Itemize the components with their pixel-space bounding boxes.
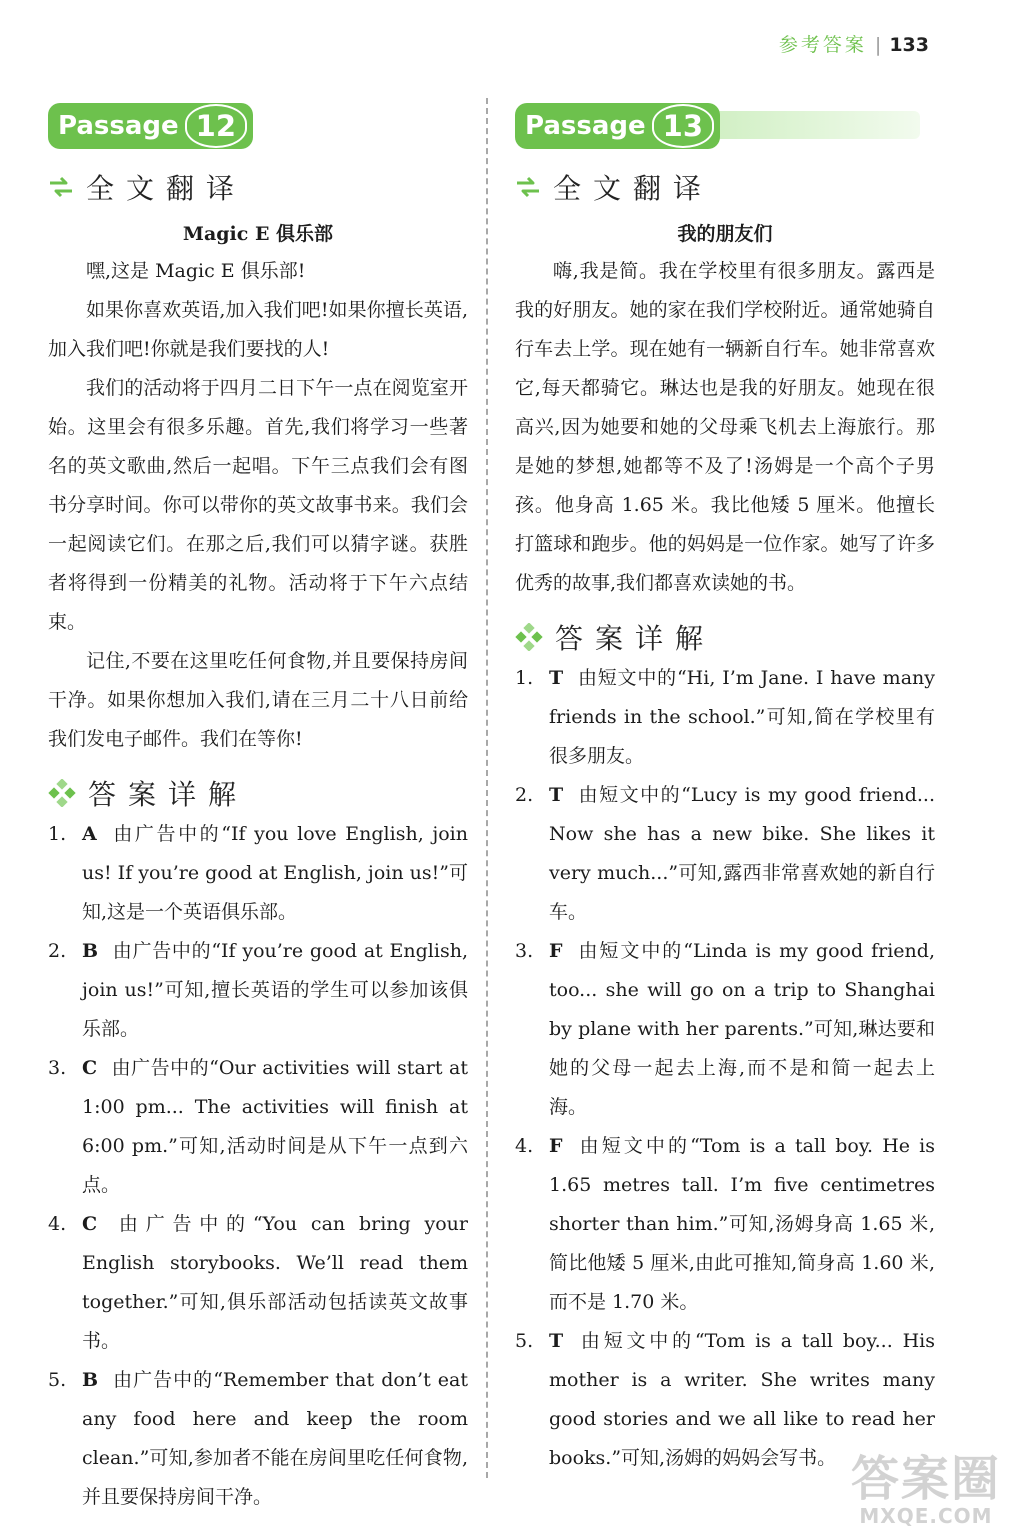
answer-explanation: 由广告中的“If you love English, join us! If you’re good at English, join us!”可知,这是一个英语俱乐部。 <box>82 823 468 923</box>
answer-key: C <box>82 1213 98 1235</box>
paragraph: 嗨,我是简。我在学校里有很多朋友。露西是我的好朋友。她的家在我们学校附近。通常她骑自行车去上学。现在她有一辆新自行车。她非常喜欢它,每天都骑它。琳达也是我的好朋友。她现在很高兴,因为她要和她的父母乘飞机去上海旅行。那是她的梦想,她都等不及了!汤姆是一个高个子男孩。他身高 1.65 米。我比他矮 5 厘米。他擅长打篮球和跑步。他的妈妈是一位作家。她写了许多优秀的故事,我们都喜欢读她的书。 <box>515 260 935 594</box>
answer-number: 3. <box>48 1057 67 1079</box>
translation-heading-text: 全文翻译 <box>553 172 714 205</box>
watermark <box>850 1451 1001 1528</box>
translation-heading <box>515 167 935 207</box>
answer-number: 4. <box>48 1213 67 1235</box>
passage-13-badge <box>515 103 720 149</box>
answer-item <box>515 1127 935 1322</box>
answer-number: 4. <box>515 1135 534 1157</box>
answer-explanation: 由短文中的“Tom is a tall boy. He is 1.65 metres tall. I’m five centimetres shorter than him.”可知,汤姆身高 1.65 米,简比他矮 5 厘米,由此可推知,简身高 1.60 米,而不是 1.70 米。 <box>549 1135 935 1313</box>
passage-12-column <box>48 103 468 1517</box>
answer-explanation: 由广告中的“Remember that don’t eat any food here and keep the room clean.”可知,参加者不能在房间里吃任何食物,并且要保持房间干净。 <box>82 1369 468 1508</box>
page-number: 133 <box>889 34 929 56</box>
answers-heading-text: 答案详解 <box>88 778 249 811</box>
answer-key: T <box>549 1330 564 1352</box>
badge-number: 12 <box>185 104 247 148</box>
answer-explanation: 由短文中的“Hi, I’m Jane. I have many friends in the school.”可知,简在学校里有很多朋友。 <box>549 667 935 767</box>
answer-explanation: 由广告中的“If you’re good at English, join us!”可知,擅长英语的学生可以参加该俱乐部。 <box>82 940 468 1040</box>
answer-item <box>48 815 468 932</box>
badge-label: Passage <box>525 111 646 141</box>
passage-13-column <box>515 103 935 1478</box>
answer-key: F <box>549 940 563 962</box>
section-label: 参考答案 <box>778 34 867 56</box>
swap-arrows-icon <box>48 174 74 200</box>
badge-label: Passage <box>58 111 179 141</box>
column-divider <box>486 98 488 1478</box>
answer-key: A <box>82 823 97 845</box>
answer-key: T <box>549 784 564 806</box>
paragraph: 如果你喜欢英语,加入我们吧!如果你擅长英语,加入我们吧!你就是我们要找的人! <box>48 299 468 360</box>
answer-explanation: 由短文中的“Tom is a tall boy... His mother is a writer. She writes many good stories and we all like to read her books.”可知,汤姆的妈妈会写书。 <box>549 1330 935 1469</box>
answers-heading <box>48 773 468 813</box>
answer-item <box>48 932 468 1049</box>
translation-heading-text: 全文翻译 <box>86 172 247 205</box>
answer-explanation: 由广告中的“You can bring your English storybooks. We’ll read them together.”可知,俱乐部活动包括读英文故事书。 <box>82 1213 468 1352</box>
answer-number: 2. <box>515 784 534 806</box>
answer-number: 5. <box>48 1369 67 1391</box>
answer-number: 1. <box>48 823 67 845</box>
passage-12-badge-row <box>48 103 468 153</box>
answer-number: 3. <box>515 940 534 962</box>
paragraph: 嘿,这是 Magic E 俱乐部! <box>86 260 306 282</box>
answer-item <box>48 1049 468 1205</box>
answer-item <box>515 932 935 1127</box>
badge-number: 13 <box>652 104 714 148</box>
answer-item <box>515 659 935 776</box>
diamond-dots-icon <box>515 623 543 651</box>
answer-key: B <box>82 940 99 962</box>
answer-explanation: 由短文中的“Lucy is my good friend... Now she has a new bike. She likes it very much...”可知,露西非常喜欢她的新自行车。 <box>549 784 935 923</box>
answer-key: B <box>82 1369 99 1391</box>
answer-key: F <box>549 1135 563 1157</box>
answer-list <box>515 659 935 1478</box>
swap-arrows-icon <box>515 174 541 200</box>
answer-item <box>515 776 935 932</box>
paragraph: 记住,不要在这里吃任何食物,并且要保持房间干净。如果你想加入我们,请在三月二十八日前给我们发电子邮件。我们在等你! <box>48 650 468 750</box>
answers-heading <box>515 617 935 657</box>
translation-heading <box>48 167 468 207</box>
watermark-logo: 答案圈 <box>850 1451 1001 1507</box>
page-header <box>779 30 929 57</box>
diamond-dots-icon <box>48 779 76 807</box>
passage-13-badge-row <box>515 103 935 153</box>
answer-item <box>48 1361 468 1517</box>
answer-number: 2. <box>48 940 67 962</box>
answer-number: 1. <box>515 667 534 689</box>
passage-title: 我的朋友们 <box>677 223 773 245</box>
answers-heading-text: 答案详解 <box>555 622 716 655</box>
passage-title: Magic E 俱乐部 <box>182 223 334 245</box>
answer-list <box>48 815 468 1517</box>
passage-12-badge <box>48 103 253 149</box>
header-separator: | <box>874 34 882 56</box>
answer-number: 5. <box>515 1330 534 1352</box>
answer-key: T <box>549 667 564 689</box>
paragraph: 我们的活动将于四月二日下午一点在阅览室开始。这里会有很多乐趣。首先,我们将学习一些著名的英文歌曲,然后一起唱。下午三点我们会有图书分享时间。你可以带你的英文故事书来。我们会一起阅读它们。在那之后,我们可以猜字谜。获胜者将得到一份精美的礼物。活动将于下午六点结束。 <box>48 377 468 633</box>
answer-explanation: 由短文中的“Linda is my good friend, too... she will go on a trip to Shanghai by plane with her parents.”可知,琳达要和她的父母一起去上海,而不是和简一起去上海。 <box>549 940 935 1118</box>
answer-explanation: 由广告中的“Our activities will start at 1:00 pm... The activities will finish at 6:00 pm.”可知,活动时间是从下午一点到六点。 <box>82 1057 468 1196</box>
watermark-site: MXQE.COM <box>859 1504 993 1528</box>
answer-key: C <box>82 1057 98 1079</box>
badge-decor-bar <box>690 111 920 139</box>
answer-item <box>48 1205 468 1361</box>
